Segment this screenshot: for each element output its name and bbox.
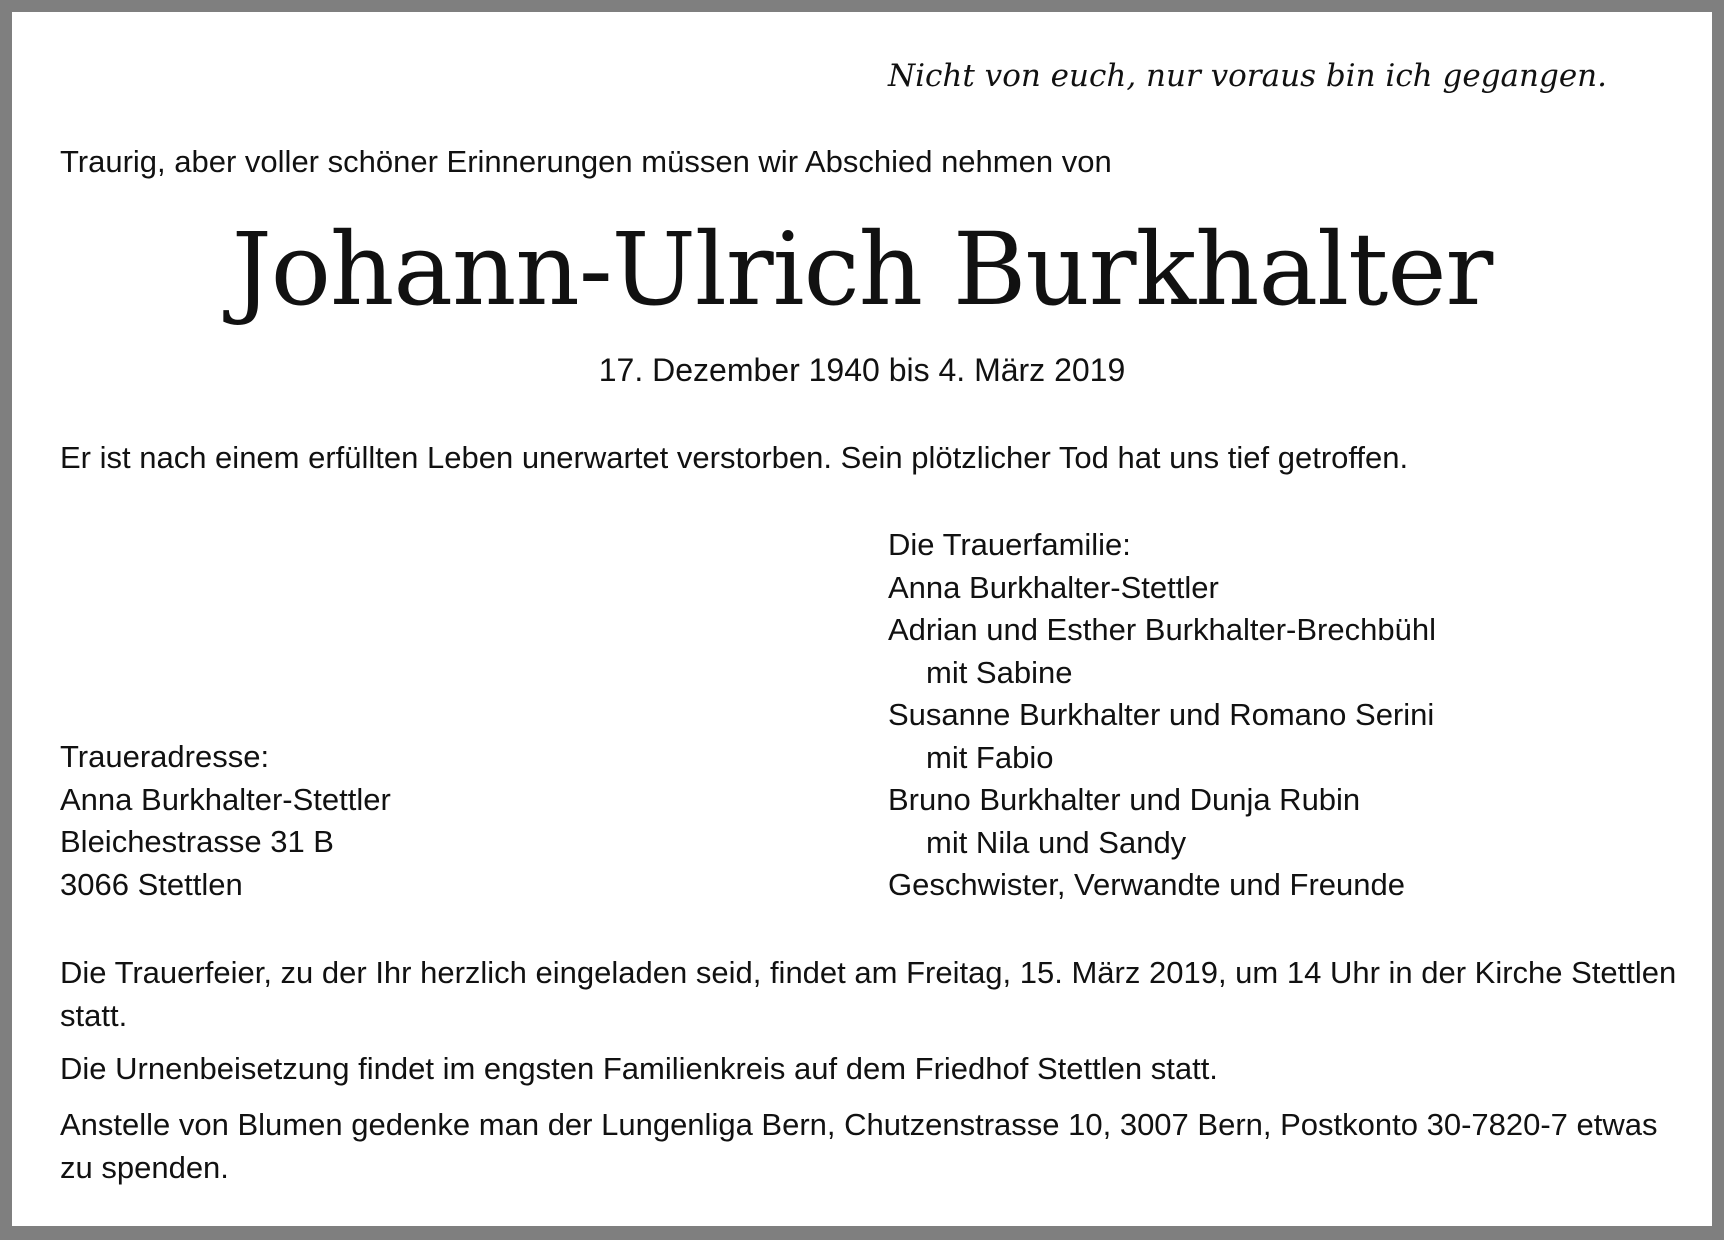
family-heading: Die Trauerfamilie: (888, 527, 1131, 562)
motto-quote: Nicht von euch, nur voraus bin ich gegangen. (888, 58, 1607, 94)
family-line: Susanne Burkhalter und Romano Serini (888, 697, 1435, 732)
obituary-notice (12, 12, 1712, 1226)
intro-text: Traurig, aber voller schöner Erinnerungen müssen wir Abschied nehmen von (60, 144, 1112, 179)
address-line: Bleichestrasse 31 B (60, 824, 334, 859)
life-dates: 17. Dezember 1940 bis 4. März 2019 (598, 352, 1126, 388)
family-line: mit Fabio (926, 739, 1054, 775)
family-line: Anna Burkhalter-Stettler (888, 569, 1219, 605)
family-line: mit Nila und Sandy (926, 824, 1187, 860)
ceremony-info: Die Trauerfeier, zu der Ihr herzlich eingeladen seid, findet am Freitag, 15. März 2019, um 14 Uhr in der Kirche Stettlen statt. (60, 955, 1677, 1033)
death-statement: Er ist nach einem erfüllten Leben unerwartet verstorben. Sein plötzlicher Tod hat uns tief getroffen. (60, 440, 1409, 475)
family-line: Adrian und Esther Burkhalter-Brechbühl (888, 612, 1436, 647)
address-heading: Traueradresse: (60, 739, 270, 774)
address-line: Anna Burkhalter-Stettler (60, 781, 391, 817)
mourning-family (888, 524, 1436, 907)
deceased-name: Johann-Ulrich Burkhalter (231, 211, 1493, 328)
family-line: Geschwister, Verwandte und Freunde (888, 867, 1405, 902)
address-line: 3066 Stettlen (60, 866, 243, 902)
family-line: mit Sabine (926, 654, 1073, 690)
mourning-address (60, 736, 391, 906)
family-line: Bruno Burkhalter und Dunja Rubin (888, 782, 1361, 817)
donation-info: Anstelle von Blumen gedenke man der Lungenliga Bern, Chutzenstrasse 10, 3007 Bern, Postkonto 30-7820-7 etwas zu spenden. (60, 1107, 1658, 1185)
urn-burial-info: Die Urnenbeisetzung findet im engsten Familienkreis auf dem Friedhof Stettlen statt. (60, 1051, 1218, 1086)
